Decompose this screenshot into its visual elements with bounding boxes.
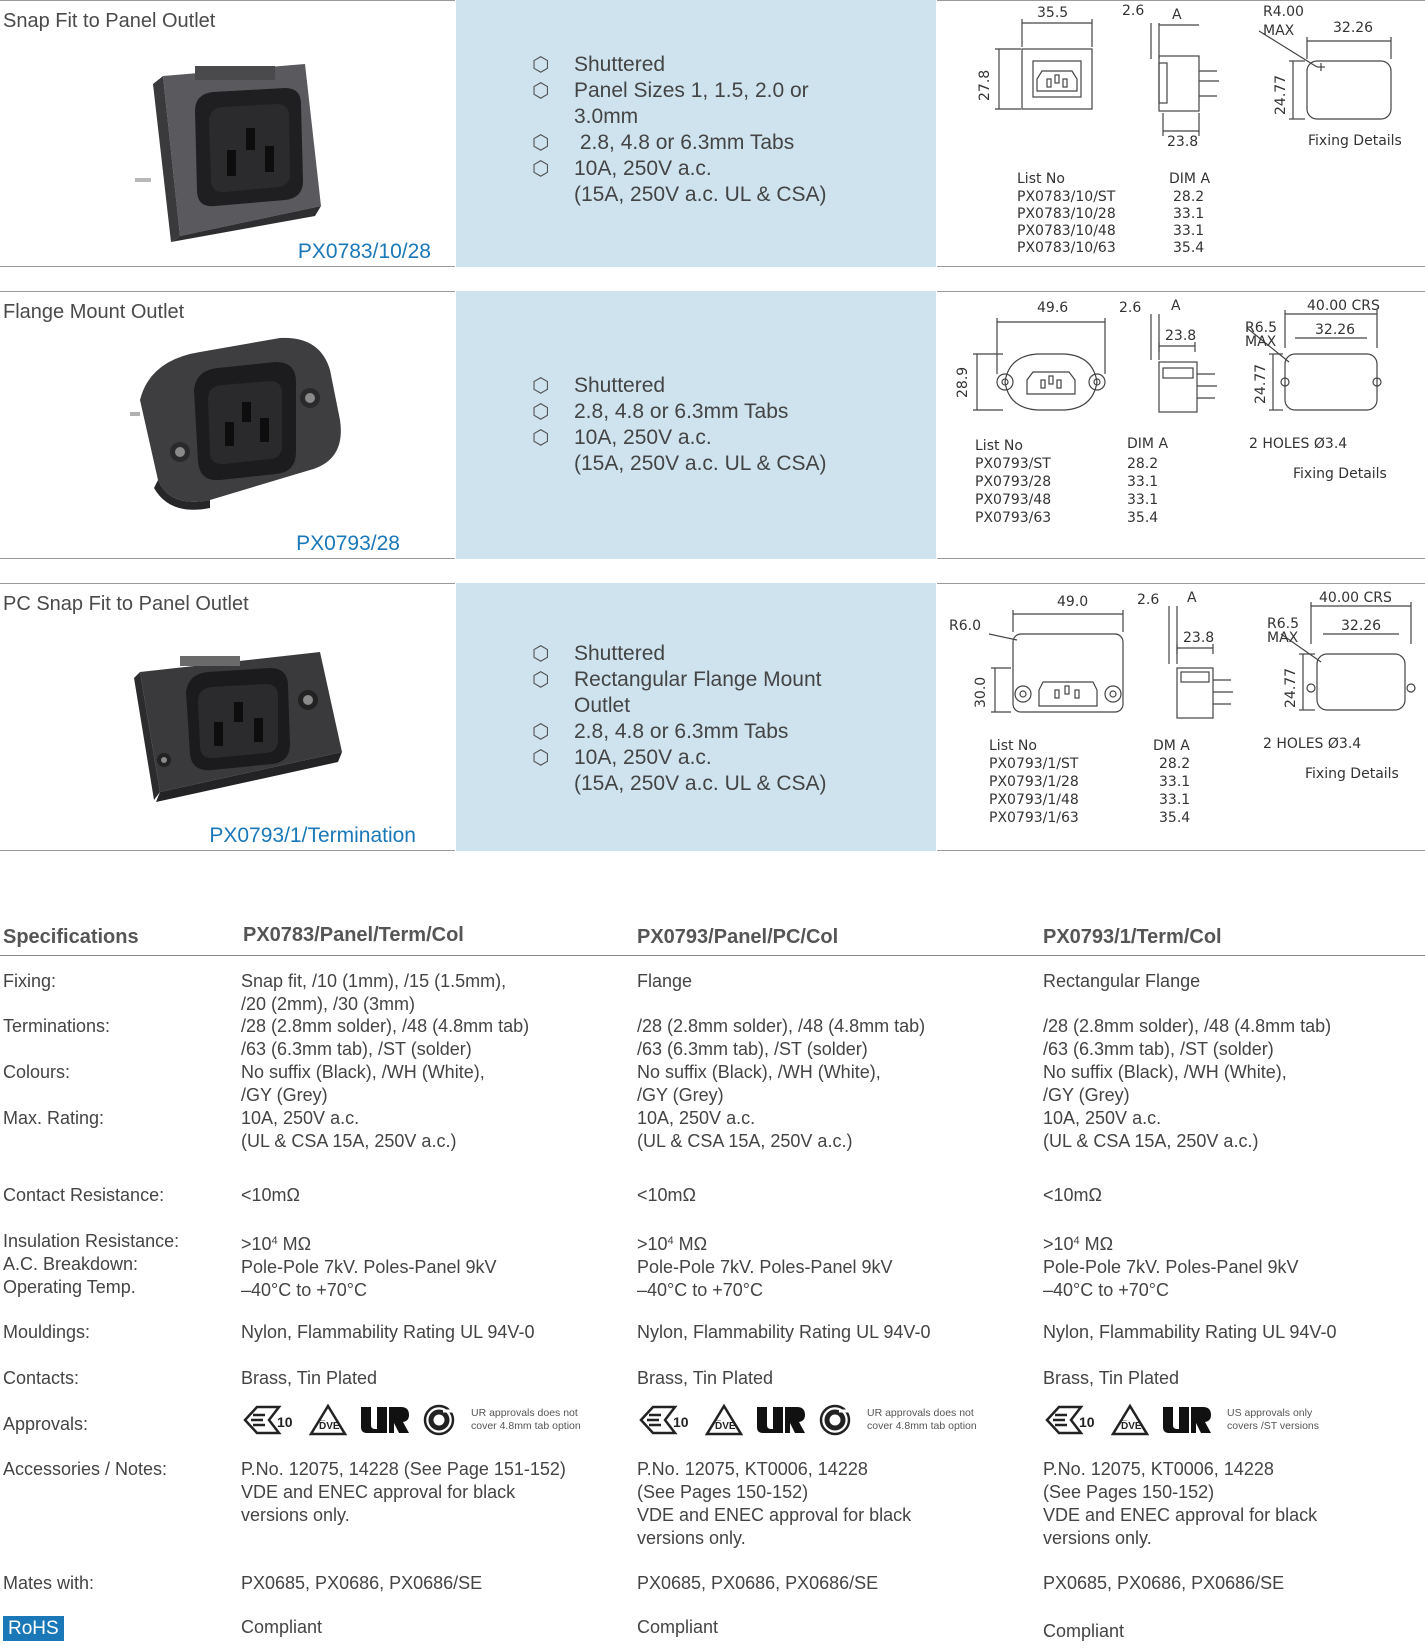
spec-label: Colours:	[3, 1062, 71, 1082]
feature-text: Shuttered	[574, 53, 666, 76]
feature-item	[532, 745, 827, 771]
spec-label: Fixing:	[3, 971, 57, 991]
spec-value: Compliant	[241, 1617, 323, 1637]
note-line: US approvals only	[1227, 1407, 1313, 1419]
spec-label: Mates with:	[3, 1573, 95, 1593]
spec-value: Nylon, Flammability Rating UL 94V-0	[241, 1322, 535, 1342]
feature-list	[532, 52, 827, 208]
dim-text: 23.8	[1165, 328, 1197, 344]
dim-text: 24.77	[1273, 74, 1289, 115]
spec-label: Mouldings:	[3, 1322, 91, 1342]
value-line: No suffix (Black), /WH (White),	[1043, 1062, 1287, 1082]
product-pc-snap-fit	[0, 583, 1425, 851]
spec-label: A.C. Breakdown:	[3, 1254, 139, 1274]
list-dim: 33.1	[1159, 792, 1191, 808]
spec-column-header: PX0793/1/Term/Col	[1043, 926, 1222, 948]
spec-value: Compliant	[637, 1617, 719, 1637]
list-dim: 35.4	[1159, 810, 1191, 826]
dim-text: 32.26	[1333, 20, 1374, 36]
feature-item	[532, 667, 827, 693]
insulation-exponent: 4	[667, 1235, 674, 1247]
feature-item	[532, 451, 827, 477]
feature-text: Shuttered	[574, 642, 666, 665]
vde-text: D̅VE	[1121, 1421, 1142, 1432]
dim-text: 32.26	[1315, 322, 1356, 338]
spec-label: Contact Resistance:	[3, 1185, 165, 1205]
temp-value: –40°C to +70°C	[1043, 1280, 1169, 1300]
feature-text: 2.8, 4.8 or 6.3mm Tabs	[574, 400, 789, 423]
spec-value	[1043, 1230, 1423, 1302]
dim-text: MAX	[1267, 630, 1299, 646]
feature-item	[532, 104, 827, 130]
dim-text: R6.5	[1245, 320, 1277, 336]
enec-logo-icon	[241, 1403, 299, 1437]
value-line: /63 (6.3mm tab), /ST (solder)	[241, 1039, 472, 1059]
spec-label-group	[3, 1230, 179, 1299]
dim-text: A	[1172, 7, 1182, 23]
dim-text: 2.6	[1119, 300, 1142, 316]
feature-text: Rectangular Flange Mount	[574, 668, 822, 691]
spec-value	[241, 1107, 611, 1153]
dim-text: 32.26	[1341, 618, 1382, 634]
note-line: cover 4.8mm tab option	[867, 1420, 977, 1432]
spec-value	[241, 1458, 611, 1527]
product-photo-cell	[0, 583, 455, 851]
value-line: 10A, 250V a.c.	[1043, 1108, 1162, 1128]
technical-drawing-cell	[937, 0, 1425, 267]
note-line: UR approvals does not	[471, 1407, 578, 1419]
value-line: VDE and ENEC approval for black	[637, 1505, 912, 1525]
insulation-unit: MΩ	[1079, 1234, 1114, 1254]
spec-value: PX0685, PX0686, PX0686/SE	[637, 1573, 879, 1593]
dim-text: Fixing Details	[1293, 466, 1387, 482]
dim-text: R6.0	[949, 618, 981, 634]
list-dim: 33.1	[1127, 492, 1159, 508]
product-code: PX0793/1/Termination	[209, 824, 416, 847]
list-header: List No	[1017, 171, 1065, 187]
value-line: /GY (Grey)	[1043, 1085, 1130, 1105]
product-code: PX0793/28	[296, 532, 400, 555]
dim-text: 23.8	[1167, 134, 1199, 150]
product-code: PX0783/10/28	[297, 240, 431, 263]
technical-drawing-cell	[937, 291, 1425, 559]
dim-text: 49.6	[1037, 300, 1069, 316]
spec-value	[241, 1015, 611, 1061]
spec-value	[637, 1061, 1037, 1107]
feature-text: (15A, 250V a.c. UL & CSA)	[574, 772, 827, 795]
spec-value: Brass, Tin Plated	[241, 1368, 378, 1388]
list-header: List No	[989, 738, 1037, 754]
feature-text: 2.8, 4.8 or 6.3mm Tabs	[574, 720, 789, 743]
product-photo-cell	[0, 0, 455, 267]
value-line: (See Pages 150-152)	[1043, 1482, 1215, 1502]
spec-column-header: PX0793/Panel/PC/Col	[637, 926, 839, 948]
spec-value: Compliant	[1043, 1621, 1125, 1641]
spec-heading: Specifications	[3, 926, 139, 948]
dim-text: 30.0	[973, 676, 989, 708]
spec-label: Approvals:	[3, 1414, 89, 1434]
value-line: Flange	[637, 971, 693, 991]
dim-text: Fixing Details	[1308, 133, 1402, 149]
list-dim: 35.4	[1173, 240, 1205, 256]
product-title: Snap Fit to Panel Outlet	[3, 10, 216, 32]
product-snap-fit	[0, 0, 1425, 267]
spec-label: Terminations:	[3, 1016, 111, 1036]
dim-text: 28.9	[955, 366, 971, 398]
insulation-value	[637, 1230, 1037, 1256]
insulation-exponent: 4	[1073, 1235, 1080, 1247]
ur-logo-icon	[1159, 1403, 1213, 1437]
spec-value: Brass, Tin Plated	[637, 1368, 774, 1388]
list-part: PX0793/48	[975, 492, 1052, 508]
dim-text: 27.8	[977, 69, 993, 101]
dimension-drawing	[937, 292, 1425, 560]
hexagon-bullet-icon: ⬡	[532, 427, 550, 449]
note-line: cover 4.8mm tab option	[471, 1420, 581, 1432]
insulation-unit: MΩ	[277, 1234, 312, 1254]
dim-text: 2.6	[1137, 592, 1160, 608]
dim-text: Fixing Details	[1305, 766, 1399, 782]
hexagon-bullet-icon: ⬡	[532, 158, 550, 180]
hexagon-bullet-icon: ⬡	[532, 132, 550, 154]
list-header: DM A	[1153, 738, 1190, 754]
vde-text: D̅VE	[319, 1421, 340, 1432]
list-part: PX0793/28	[975, 474, 1052, 490]
spec-header-row	[0, 918, 1425, 956]
dim-text: R4.00	[1263, 4, 1304, 20]
value-line: /28 (2.8mm solder), /48 (4.8mm tab)	[637, 1016, 926, 1036]
value-line: versions only.	[1043, 1528, 1152, 1548]
enec-number: 10	[1079, 1414, 1095, 1430]
list-dim: 35.4	[1127, 510, 1159, 526]
spec-value	[241, 1061, 611, 1107]
list-dim: 33.1	[1159, 774, 1191, 790]
feature-item	[532, 641, 827, 667]
list-part: PX0783/10/28	[1017, 206, 1116, 222]
dim-text: MAX	[1245, 334, 1277, 350]
list-part: PX0793/1/48	[989, 792, 1079, 808]
value-line: /GY (Grey)	[637, 1085, 724, 1105]
spec-label: Accessories / Notes:	[3, 1459, 168, 1479]
spec-value: Brass, Tin Plated	[1043, 1368, 1180, 1388]
spec-value: <10mΩ	[241, 1185, 300, 1205]
spec-value: <10mΩ	[637, 1185, 696, 1205]
dim-text: 2.6	[1122, 3, 1145, 19]
features-panel	[456, 583, 936, 851]
list-part: PX0793/1/63	[989, 810, 1079, 826]
spec-value: PX0685, PX0686, PX0686/SE	[241, 1573, 483, 1593]
feature-item	[532, 771, 827, 797]
vde-logo-icon	[309, 1403, 347, 1437]
breakdown-value: Pole-Pole 7kV. Poles-Panel 9kV	[1043, 1257, 1299, 1277]
feature-item	[532, 130, 827, 156]
value-line: P.No. 12075, KT0006, 14228	[1043, 1459, 1274, 1479]
value-line: 10A, 250V a.c.	[637, 1108, 756, 1128]
dim-text: 40.00 CRS	[1319, 590, 1392, 606]
value-line: 10A, 250V a.c.	[241, 1108, 360, 1128]
feature-text: 2.8, 4.8 or 6.3mm Tabs	[574, 131, 795, 154]
list-part: PX0783/10/48	[1017, 223, 1116, 239]
spec-value: PX0685, PX0686, PX0686/SE	[1043, 1573, 1285, 1593]
value-line: VDE and ENEC approval for black	[1043, 1505, 1318, 1525]
product-photo-cell	[0, 291, 455, 559]
spec-value	[1043, 1061, 1423, 1107]
enec-number: 10	[277, 1414, 293, 1430]
dim-text: 2 HOLES Ø3.4	[1249, 436, 1348, 452]
hexagon-bullet-icon: ⬡	[532, 54, 550, 76]
technical-drawing-cell	[937, 583, 1425, 851]
value-line: (UL & CSA 15A, 250V a.c.)	[241, 1131, 457, 1151]
product-title: Flange Mount Outlet	[3, 301, 185, 323]
insulation-prefix: >10	[637, 1234, 668, 1254]
temp-value: –40°C to +70°C	[241, 1280, 367, 1300]
feature-item	[532, 156, 827, 182]
spec-value	[637, 1458, 1037, 1550]
list-header: List No	[975, 438, 1023, 454]
spec-value	[637, 1107, 1037, 1153]
feature-list	[532, 373, 827, 477]
spec-value	[1043, 1107, 1423, 1153]
enec-number: 10	[673, 1414, 689, 1430]
features-panel	[456, 0, 936, 267]
vde-text: D̅VE	[715, 1421, 736, 1432]
value-line: (See Pages 150-152)	[637, 1482, 809, 1502]
insulation-value	[1043, 1230, 1423, 1256]
breakdown-value: Pole-Pole 7kV. Poles-Panel 9kV	[241, 1257, 497, 1277]
outlet-photo	[130, 330, 350, 520]
spec-value: <10mΩ	[1043, 1185, 1102, 1205]
feature-item	[532, 373, 827, 399]
value-line: (UL & CSA 15A, 250V a.c.)	[1043, 1131, 1259, 1151]
dim-text: 35.5	[1037, 5, 1069, 21]
feature-text: Shuttered	[574, 374, 666, 397]
feature-item	[532, 693, 827, 719]
approval-logos	[637, 1403, 1037, 1437]
list-part: PX0783/10/ST	[1017, 189, 1116, 205]
feature-text: 3.0mm	[574, 105, 639, 128]
ur-logo-icon	[357, 1403, 411, 1437]
feature-item	[532, 78, 827, 104]
value-line: /20 (2mm), /30 (3mm)	[241, 994, 416, 1014]
csa-logo-icon	[817, 1403, 853, 1437]
value-line: /GY (Grey)	[241, 1085, 328, 1105]
dim-text: 24.77	[1283, 667, 1299, 708]
dim-text: 49.0	[1057, 594, 1089, 610]
value-line: /28 (2.8mm solder), /48 (4.8mm tab)	[241, 1016, 530, 1036]
spec-row-approvals	[0, 1403, 1425, 1443]
enec-logo-icon	[1043, 1403, 1101, 1437]
list-part: PX0793/ST	[975, 456, 1051, 472]
value-line: Snap fit, /10 (1mm), /15 (1.5mm),	[241, 971, 507, 991]
spec-value	[1043, 970, 1423, 993]
spec-column-header: PX0783/Panel/Term/Col	[243, 924, 464, 946]
hexagon-bullet-icon: ⬡	[532, 375, 550, 397]
breakdown-value: Pole-Pole 7kV. Poles-Panel 9kV	[637, 1257, 893, 1277]
approval-note	[867, 1407, 977, 1433]
product-flange-mount	[0, 291, 1425, 559]
approval-logos	[1043, 1403, 1423, 1437]
dimension-drawing	[937, 584, 1425, 852]
insulation-unit: MΩ	[673, 1234, 708, 1254]
note-line: covers /ST versions	[1227, 1420, 1320, 1432]
insulation-value	[241, 1230, 611, 1256]
value-line: /63 (6.3mm tab), /ST (solder)	[1043, 1039, 1274, 1059]
approval-logos	[241, 1403, 611, 1437]
hexagon-bullet-icon: ⬡	[532, 669, 550, 691]
spec-value	[637, 1015, 1037, 1061]
dim-text: 40.00 CRS	[1307, 298, 1380, 314]
csa-logo-icon	[421, 1403, 457, 1437]
dimension-drawing	[937, 1, 1425, 268]
vde-logo-icon	[1111, 1403, 1149, 1437]
feature-list	[532, 641, 827, 797]
value-line: /28 (2.8mm solder), /48 (4.8mm tab)	[1043, 1016, 1332, 1036]
feature-item	[532, 399, 827, 425]
svg-text:®: ®	[1203, 1409, 1208, 1415]
list-header: DIM A	[1127, 436, 1169, 452]
list-part: PX0783/10/63	[1017, 240, 1116, 256]
feature-text: Panel Sizes 1, 1.5, 2.0 or	[574, 79, 809, 102]
feature-item	[532, 719, 827, 745]
hexagon-bullet-icon: ⬡	[532, 401, 550, 423]
list-dim: 28.2	[1173, 189, 1205, 205]
list-dim: 33.1	[1173, 223, 1205, 239]
approval-note	[471, 1407, 581, 1433]
spec-value	[1043, 1458, 1423, 1550]
vde-logo-icon	[705, 1403, 743, 1437]
value-line: P.No. 12075, KT0006, 14228	[637, 1459, 868, 1479]
svg-text:®: ®	[797, 1409, 802, 1415]
spec-label: Operating Temp.	[3, 1277, 136, 1297]
spec-value: Nylon, Flammability Rating UL 94V-0	[637, 1322, 931, 1342]
value-line: (UL & CSA 15A, 250V a.c.)	[637, 1131, 853, 1151]
insulation-prefix: >10	[1043, 1234, 1074, 1254]
value-line: VDE and ENEC approval for black	[241, 1482, 516, 1502]
note-line: UR approvals does not	[867, 1407, 974, 1419]
value-line: versions only.	[241, 1505, 350, 1525]
dim-text: A	[1187, 590, 1197, 606]
list-part: PX0793/1/ST	[989, 756, 1079, 772]
rohs-badge: RoHS	[3, 1616, 64, 1641]
spec-label: Max. Rating:	[3, 1108, 105, 1128]
feature-text: 10A, 250V a.c.	[574, 746, 712, 769]
insulation-prefix: >10	[241, 1234, 272, 1254]
hexagon-bullet-icon: ⬡	[532, 721, 550, 743]
outlet-photo	[120, 642, 350, 812]
product-title: PC Snap Fit to Panel Outlet	[3, 593, 249, 615]
value-line: /63 (6.3mm tab), /ST (solder)	[637, 1039, 868, 1059]
spec-value	[1043, 1015, 1423, 1061]
outlet-photo	[135, 56, 335, 246]
dim-text: MAX	[1263, 23, 1295, 39]
spec-value	[637, 1230, 1037, 1302]
spec-label: Contacts:	[3, 1368, 80, 1388]
svg-text:®: ®	[401, 1409, 406, 1415]
value-line: Rectangular Flange	[1043, 971, 1201, 991]
feature-text: (15A, 250V a.c. UL & CSA)	[574, 452, 827, 475]
value-line: versions only.	[637, 1528, 746, 1548]
value-line: No suffix (Black), /WH (White),	[637, 1062, 881, 1082]
features-panel	[456, 291, 936, 559]
hexagon-bullet-icon: ⬡	[532, 643, 550, 665]
value-line: P.No. 12075, 14228 (See Page 151-152)	[241, 1459, 566, 1479]
dim-text: 24.77	[1253, 363, 1269, 404]
insulation-exponent: 4	[271, 1235, 278, 1247]
list-part: PX0793/1/28	[989, 774, 1079, 790]
feature-text: Outlet	[574, 694, 631, 717]
list-dim: 33.1	[1173, 206, 1205, 222]
temp-value: –40°C to +70°C	[637, 1280, 763, 1300]
approval-note	[1227, 1407, 1319, 1433]
feature-text: 10A, 250V a.c.	[574, 157, 712, 180]
spec-value	[637, 970, 1037, 993]
hexagon-bullet-icon: ⬡	[532, 80, 550, 102]
ur-logo-icon	[753, 1403, 807, 1437]
value-line: No suffix (Black), /WH (White),	[241, 1062, 485, 1082]
dim-text: 23.8	[1183, 630, 1215, 646]
spec-label: Insulation Resistance:	[3, 1231, 180, 1251]
feature-text: 10A, 250V a.c.	[574, 426, 712, 449]
feature-item	[532, 52, 827, 78]
list-header: DIM A	[1169, 171, 1211, 187]
enec-logo-icon	[637, 1403, 695, 1437]
dim-text: R6.5	[1267, 616, 1299, 632]
feature-item	[532, 425, 827, 451]
list-dim: 28.2	[1127, 456, 1159, 472]
spec-value	[241, 1230, 611, 1302]
feature-item	[532, 182, 827, 208]
list-dim: 28.2	[1159, 756, 1191, 772]
list-part: PX0793/63	[975, 510, 1052, 526]
dim-text: 2 HOLES Ø3.4	[1263, 736, 1362, 752]
dim-text: A	[1171, 298, 1181, 314]
spec-value	[241, 970, 611, 1016]
hexagon-bullet-icon: ⬡	[532, 747, 550, 769]
spec-value: Nylon, Flammability Rating UL 94V-0	[1043, 1322, 1337, 1342]
list-dim: 33.1	[1127, 474, 1159, 490]
feature-text: (15A, 250V a.c. UL & CSA)	[574, 183, 827, 206]
